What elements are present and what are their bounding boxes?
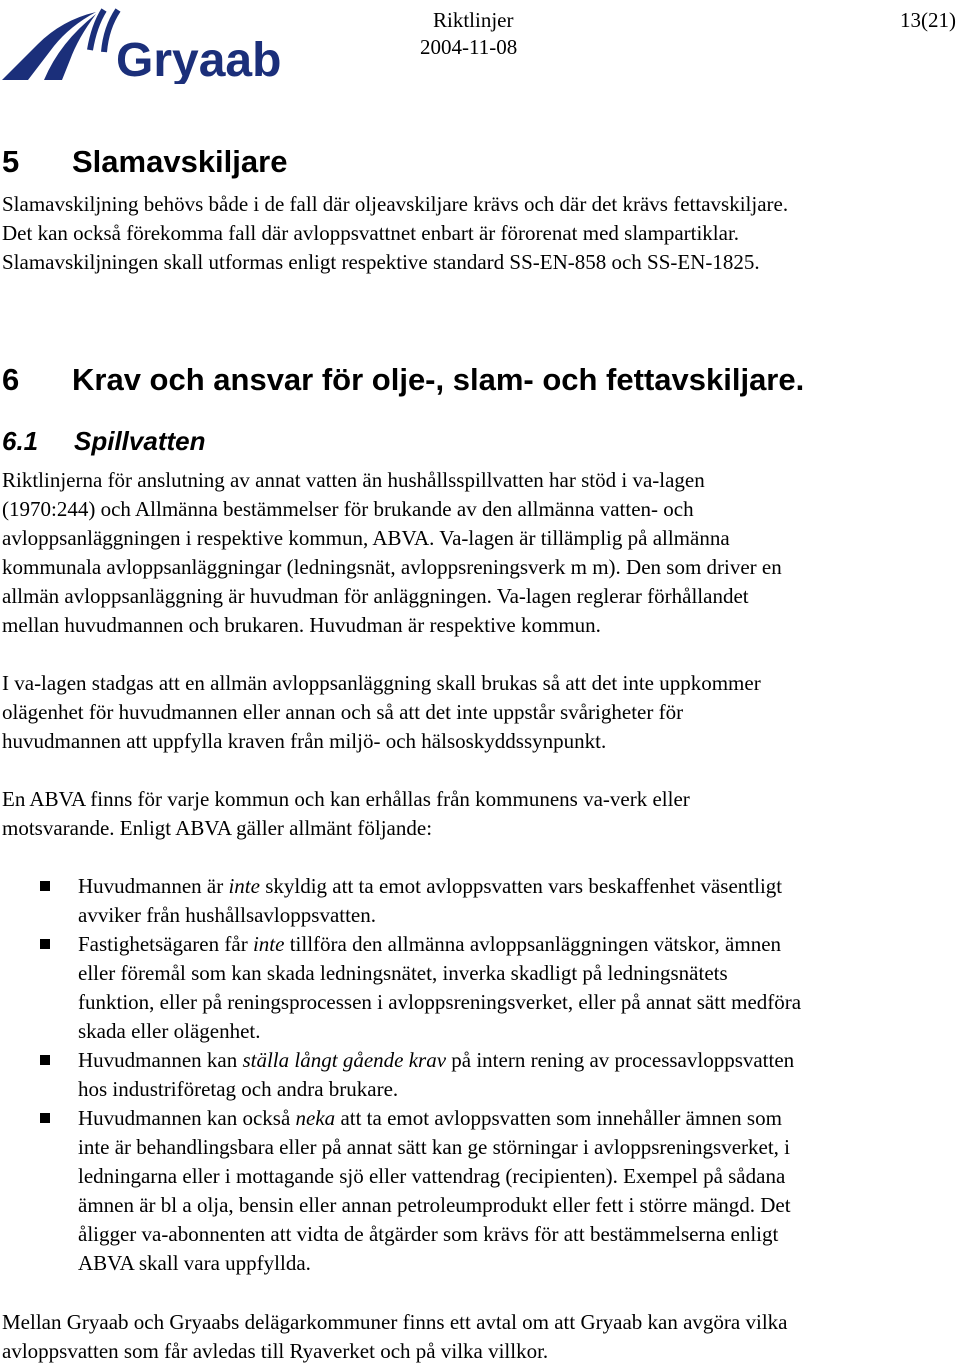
text-line: skada eller olägenhet.	[78, 1019, 261, 1043]
paragraph-section-5	[2, 190, 954, 277]
text-span: Huvudmannen kan också	[78, 1106, 296, 1130]
bullet-square-icon	[40, 1055, 50, 1065]
text-line: Mellan Gryaab och Gryaabs delägarkommuner finns ett avtal om att Gryaab kan avgöra vilka	[2, 1310, 788, 1334]
text-span: tillföra den allmänna avloppsanläggningen vätskor, ämnen	[284, 932, 782, 956]
text-span: skyldig att ta emot avloppsvatten vars beskaffenhet väsentligt	[259, 874, 783, 898]
text-line: Slamavskiljningen skall utformas enligt respektive standard SS-EN-858 och SS-EN-1825.	[2, 250, 760, 274]
logo-text: Gryaab	[116, 34, 282, 84]
emphasis-text: inte	[252, 932, 285, 956]
emphasis-text: neka	[295, 1106, 336, 1130]
text-span: Fastighetsägaren får	[78, 932, 253, 956]
text-span: att ta emot avloppsvatten som innehåller ämnen som	[335, 1106, 782, 1130]
heading-section-5	[2, 144, 287, 180]
paragraph-2	[2, 669, 954, 756]
text-line: huvudmannen att uppfylla kraven från miljö- och hälsoskyddssynpunkt.	[2, 729, 607, 753]
heading-number: 6.1	[2, 426, 39, 456]
text-line: avloppsvatten som får avledas till Ryaverket och på vilka villkor.	[2, 1339, 549, 1363]
text-line: motsvarande. Enligt ABVA gäller allmänt följande:	[2, 816, 433, 840]
heading-title: Slamavskiljare	[72, 144, 288, 179]
text-line: (1970:244) och Allmänna bestämmelser för brukande av den allmänna vatten- och	[2, 497, 694, 521]
bullet-square-icon	[40, 1113, 50, 1123]
text-line: funktion, eller på reningsprocessen i avloppsreningsverket, eller på annat sätt medföra	[78, 990, 802, 1014]
heading-title: Spillvatten	[74, 426, 206, 456]
header-date: 2004-11-08	[420, 35, 518, 59]
list-item	[0, 872, 956, 930]
text-line: ämnen är bl a olja, bensin eller annan petroleumprodukt eller fett i större mängd. Det	[78, 1193, 791, 1217]
text-line: olägenhet för huvudmannen eller annan och så att det inte uppstår svårigheter för	[2, 700, 684, 724]
heading-number: 5	[2, 144, 20, 179]
text-line: avviker från hushållsavloppsvatten.	[78, 903, 376, 927]
text-line: I va-lagen stadgas att en allmän avloppsanläggning skall brukas så att det inte uppkommer	[2, 671, 761, 695]
emphasis-text: inte	[228, 874, 260, 898]
list-item	[0, 1104, 956, 1278]
text-line: ledningarna eller i mottagande sjö eller vattendrag (recipienten). Exempel på sådana	[78, 1164, 786, 1188]
heading-section-6	[2, 362, 804, 398]
text-line: inte är behandlingsbara eller på annat sätt kan ge störningar i avloppsreningsverket, i	[78, 1135, 791, 1159]
text-line: ABVA skall vara uppfyllda.	[78, 1251, 311, 1275]
text-line: Riktlinjerna för anslutning av annat vatten än hushållsspillvatten har stöd i va-lagen	[2, 468, 705, 492]
heading-number: 6	[2, 362, 20, 397]
paragraph-3	[2, 785, 954, 843]
text-line: eller föremål som kan skada ledningsnätet, inverka skadligt på ledningsnätets	[78, 961, 728, 985]
text-line: mellan huvudmannen och brukaren. Huvudman är respektive kommun.	[2, 613, 601, 637]
text-line: allmän avloppsanläggning är huvudman för anläggningen. Va-lagen reglerar förhållandet	[2, 584, 749, 608]
bullet-square-icon	[40, 881, 50, 891]
text-span: på intern rening av processavloppsvatten	[446, 1048, 795, 1072]
text-span: Huvudmannen är	[78, 874, 229, 898]
list-item	[0, 1046, 956, 1104]
paragraph-1	[2, 466, 954, 640]
text-line: avloppsanläggningen i respektive kommun, ABVA. Va-lagen är tillämplig på allmänna	[2, 526, 730, 550]
gryaab-logo-icon	[0, 4, 300, 84]
bullet-list	[0, 872, 956, 1278]
heading-section-6-1	[2, 426, 205, 457]
heading-title: Krav och ansvar för olje-, slam- och fettavskiljare.	[72, 362, 805, 397]
text-line: Det kan också förekomma fall där avloppsvattnet enbart är förorenat med slampartiklar.	[2, 221, 740, 245]
text-line: åligger va-abonnenten att vidta de åtgärder som krävs för att bestämmelserna enligt	[78, 1222, 779, 1246]
paragraph-4	[2, 1308, 954, 1366]
text-span: Huvudmannen kan	[78, 1048, 243, 1072]
text-line: Slamavskiljning behövs både i de fall där oljeavskiljare krävs och där det krävs fettavskiljare.	[2, 192, 789, 216]
list-item	[0, 930, 956, 1046]
header-title: Riktlinjer	[433, 8, 514, 32]
emphasis-text: ställa långt gående krav	[242, 1048, 447, 1072]
gryaab-logo	[0, 4, 300, 84]
bullet-square-icon	[40, 939, 50, 949]
page-number: 13(21)	[900, 8, 956, 32]
text-line: kommunala avloppsanläggningar (ledningsnät, avloppsreningsverk m m). Den som driver en	[2, 555, 782, 579]
text-line: hos industriföretag och andra brukare.	[78, 1077, 399, 1101]
text-line: En ABVA finns för varje kommun och kan erhållas från kommunens va-verk eller	[2, 787, 690, 811]
